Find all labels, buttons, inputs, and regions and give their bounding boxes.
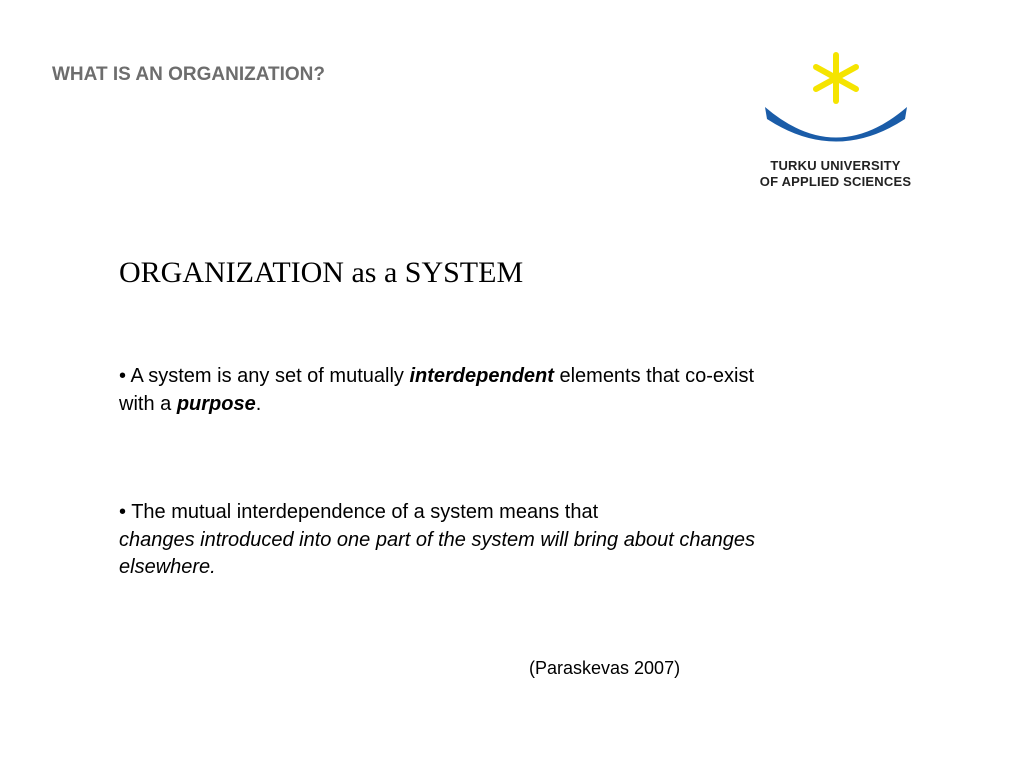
slide-section-title: WHAT IS AN ORGANIZATION? (52, 64, 326, 85)
bullet1-emphasis-interdependent: interdependent (409, 365, 554, 387)
bullet1-emphasis-purpose: purpose (176, 392, 256, 415)
university-logo (748, 46, 928, 196)
bullet-paragraph-1 (119, 363, 769, 418)
logo-arc-icon (765, 107, 907, 142)
bullet1-middle: elements that co-exist with a (119, 365, 754, 415)
logo-text-line2: OF APPLIED SCIENCES (759, 174, 912, 189)
logo-text-line1: TURKU UNIVERSITY (770, 158, 901, 173)
bullet1-suffix: . (255, 392, 262, 415)
citation: (Paraskevas 2007) (529, 658, 681, 678)
logo-emblem-icon (748, 46, 928, 156)
bullet2-prefix: • The mutual interdependence of a system means that (119, 501, 599, 523)
bullet-paragraph-2 (119, 499, 769, 582)
logo-star-icon (816, 55, 856, 101)
slide-heading: ORGANIZATION as a SYSTEM (119, 256, 524, 289)
bullet2-italic: changes introduced into one part of the system will bring about changes elsewhere. (119, 528, 755, 578)
bullet1-prefix: • A system is any set of mutually (119, 365, 410, 387)
